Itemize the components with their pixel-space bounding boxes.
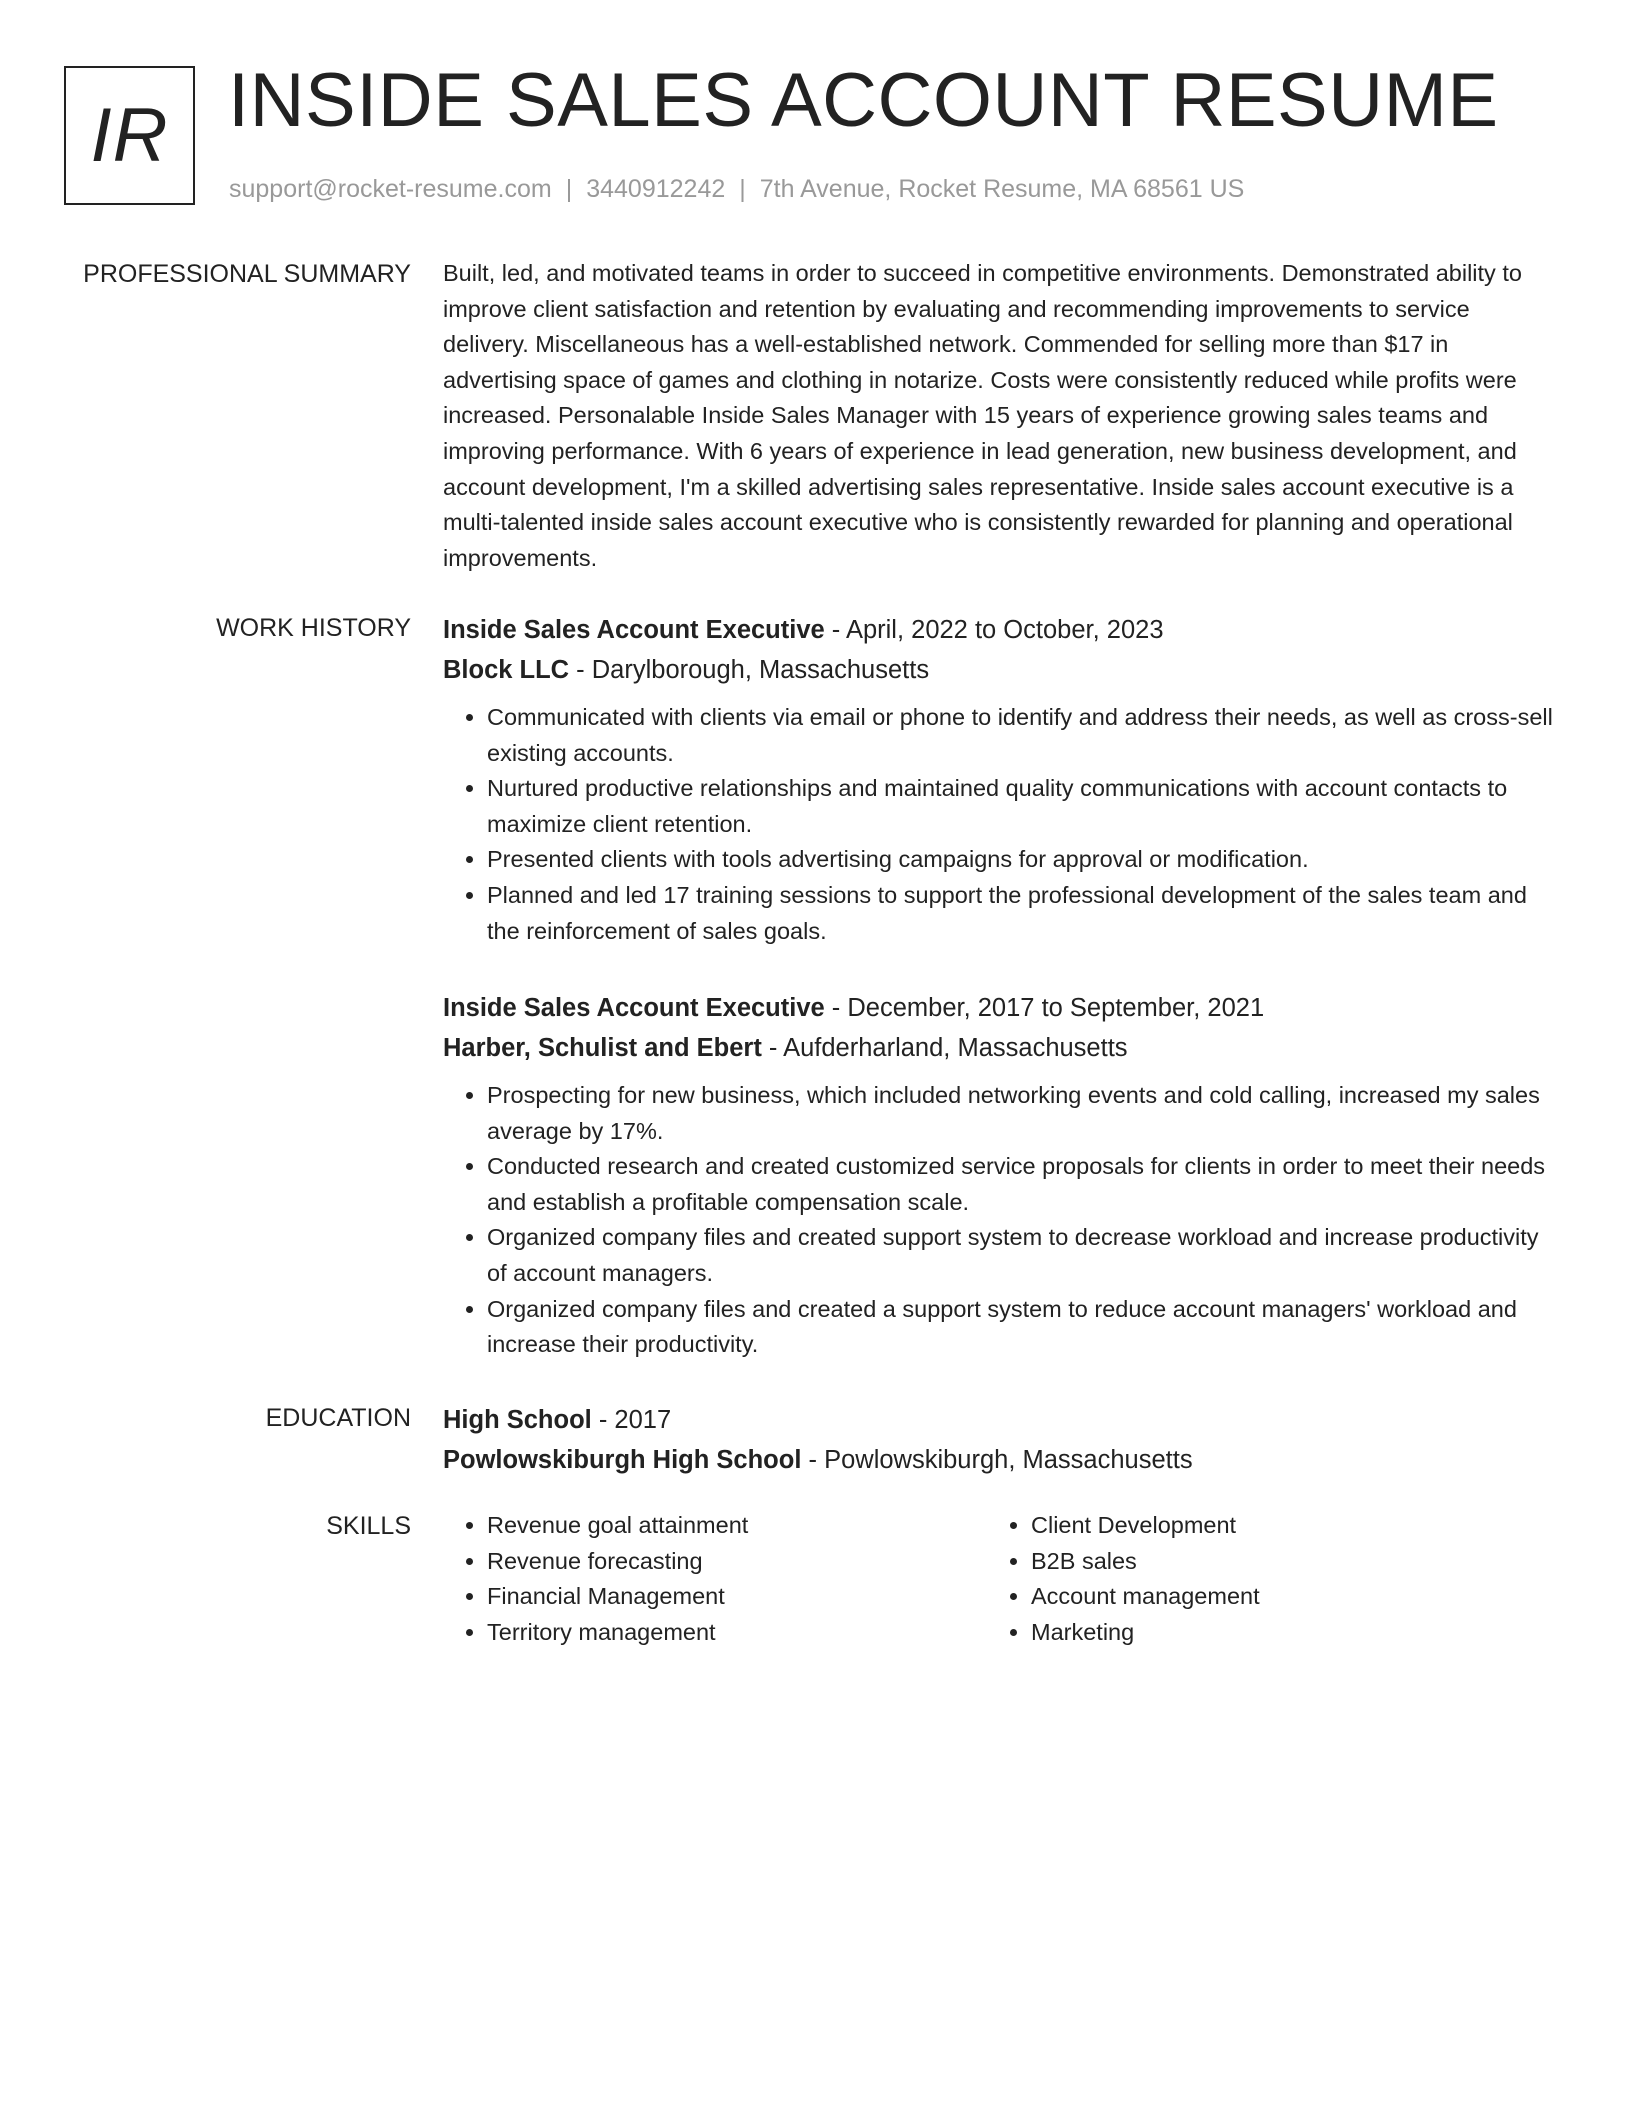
job-company: Block LLC: [443, 656, 570, 684]
skill-item: • B2B sales: [1031, 1544, 1531, 1580]
skills-body: [443, 1508, 1553, 1650]
education-year: - 2017: [591, 1406, 672, 1434]
job-bullets: [443, 700, 1553, 949]
education-location: - Powlowskiburgh, Massachusetts: [801, 1446, 1193, 1474]
skills-column-left: [443, 1508, 987, 1650]
job-location: - Aufderharland, Massachusetts: [761, 1034, 1128, 1062]
job-bullet: • Organized company files and created support system to decrease workload and increase productivity of account managers.: [487, 1220, 1553, 1291]
education-school: Powlowskiburgh High School: [443, 1446, 802, 1474]
work-history-body: [443, 988, 1553, 1363]
job-dates: - December, 2017 to September, 2021: [824, 994, 1265, 1022]
job-company-line: [443, 650, 1553, 690]
job-bullets: [443, 1078, 1553, 1363]
education-degree: High School: [443, 1406, 592, 1434]
job-bullet: • Organized company files and created a support system to reduce account managers' workload and increase their productivity.: [487, 1292, 1553, 1363]
section-label-summary: PROFESSIONAL SUMMARY: [83, 260, 411, 288]
job-title: Inside Sales Account Executive: [443, 616, 825, 644]
skill-item: • Marketing: [1031, 1615, 1531, 1651]
contact-separator: |: [739, 175, 746, 203]
job-bullet: • Conducted research and created customized service proposals for clients in order to meet their needs and establish a profitable compensation scale.: [487, 1149, 1553, 1220]
skill-item: • Revenue goal attainment: [487, 1508, 987, 1544]
education-body: [443, 1400, 1553, 1480]
contact-line: [229, 172, 1244, 206]
skills-list: [443, 1508, 987, 1650]
job-dates: - April, 2022 to October, 2023: [824, 616, 1164, 644]
skills-column-right: [987, 1508, 1531, 1650]
contact-address: 7th Avenue, Rocket Resume, MA 68561 US: [759, 175, 1245, 203]
section-label-education: EDUCATION: [265, 1404, 411, 1432]
job-title: Inside Sales Account Executive: [443, 994, 825, 1022]
job-title-line: [443, 610, 1553, 650]
skill-item: • Account management: [1031, 1579, 1531, 1615]
monogram-logo: IR: [64, 66, 195, 205]
section-label-skills: SKILLS: [326, 1512, 411, 1540]
section-label-work-history: WORK HISTORY: [216, 614, 411, 642]
skill-item: • Territory management: [487, 1615, 987, 1651]
job-company-line: [443, 1028, 1553, 1068]
skill-item: • Client Development: [1031, 1508, 1531, 1544]
job-company: Harber, Schulist and Ebert: [443, 1034, 762, 1062]
job-entry: [443, 988, 1553, 1363]
contact-phone[interactable]: 3440912242: [586, 175, 726, 203]
skill-item: • Financial Management: [487, 1579, 987, 1615]
job-location: - Darylborough, Massachusetts: [569, 656, 930, 684]
work-history-body: [443, 610, 1553, 949]
summary-body: [443, 256, 1553, 576]
contact-separator: |: [565, 175, 573, 203]
job-bullet: • Presented clients with tools advertising campaigns for approval or modification.: [487, 842, 1553, 878]
contact-email[interactable]: support@rocket-resume.com: [229, 175, 552, 203]
page-title: INSIDE SALES ACCOUNT RESUME: [228, 58, 1499, 143]
job-bullet: • Planned and led 17 training sessions to support the professional development of the sales team and the reinforcement of sales goals.: [487, 878, 1553, 949]
job-title-line: [443, 988, 1553, 1028]
job-bullet: • Communicated with clients via email or phone to identify and address their needs, as well as cross-sell existing accounts.: [487, 700, 1553, 771]
job-entry: [443, 610, 1553, 949]
education-degree-line: [443, 1400, 1553, 1440]
summary-text: Built, led, and motivated teams in order to succeed in competitive environments. Demonstrated ability to improve client satisfaction and retention by evaluating and recommending improvements to service delivery. Miscellaneous has a well-established network. Commended for selling more than $17 in advertising space of games and clothing in notarize. Costs were consistently reduced while profits were increased. Personalable Inside Sales Manager with 15 years of experience growing sales teams and improving performance. With 6 years of experience in lead generation, new business development, and account development, I'm a skilled advertising sales representative. Inside sales account executive is a multi-talented inside sales account executive who is consistently rewarded for planning and operational improvements.: [443, 260, 1522, 571]
job-bullet: • Nurtured productive relationships and maintained quality communications with account contacts to maximize client retention.: [487, 771, 1553, 842]
job-bullet: • Prospecting for new business, which included networking events and cold calling, increased my sales average by 17%.: [487, 1078, 1553, 1149]
skills-list: [987, 1508, 1531, 1650]
education-school-line: [443, 1440, 1553, 1480]
skills-columns: [443, 1508, 1553, 1650]
skill-item: • Revenue forecasting: [487, 1544, 987, 1580]
